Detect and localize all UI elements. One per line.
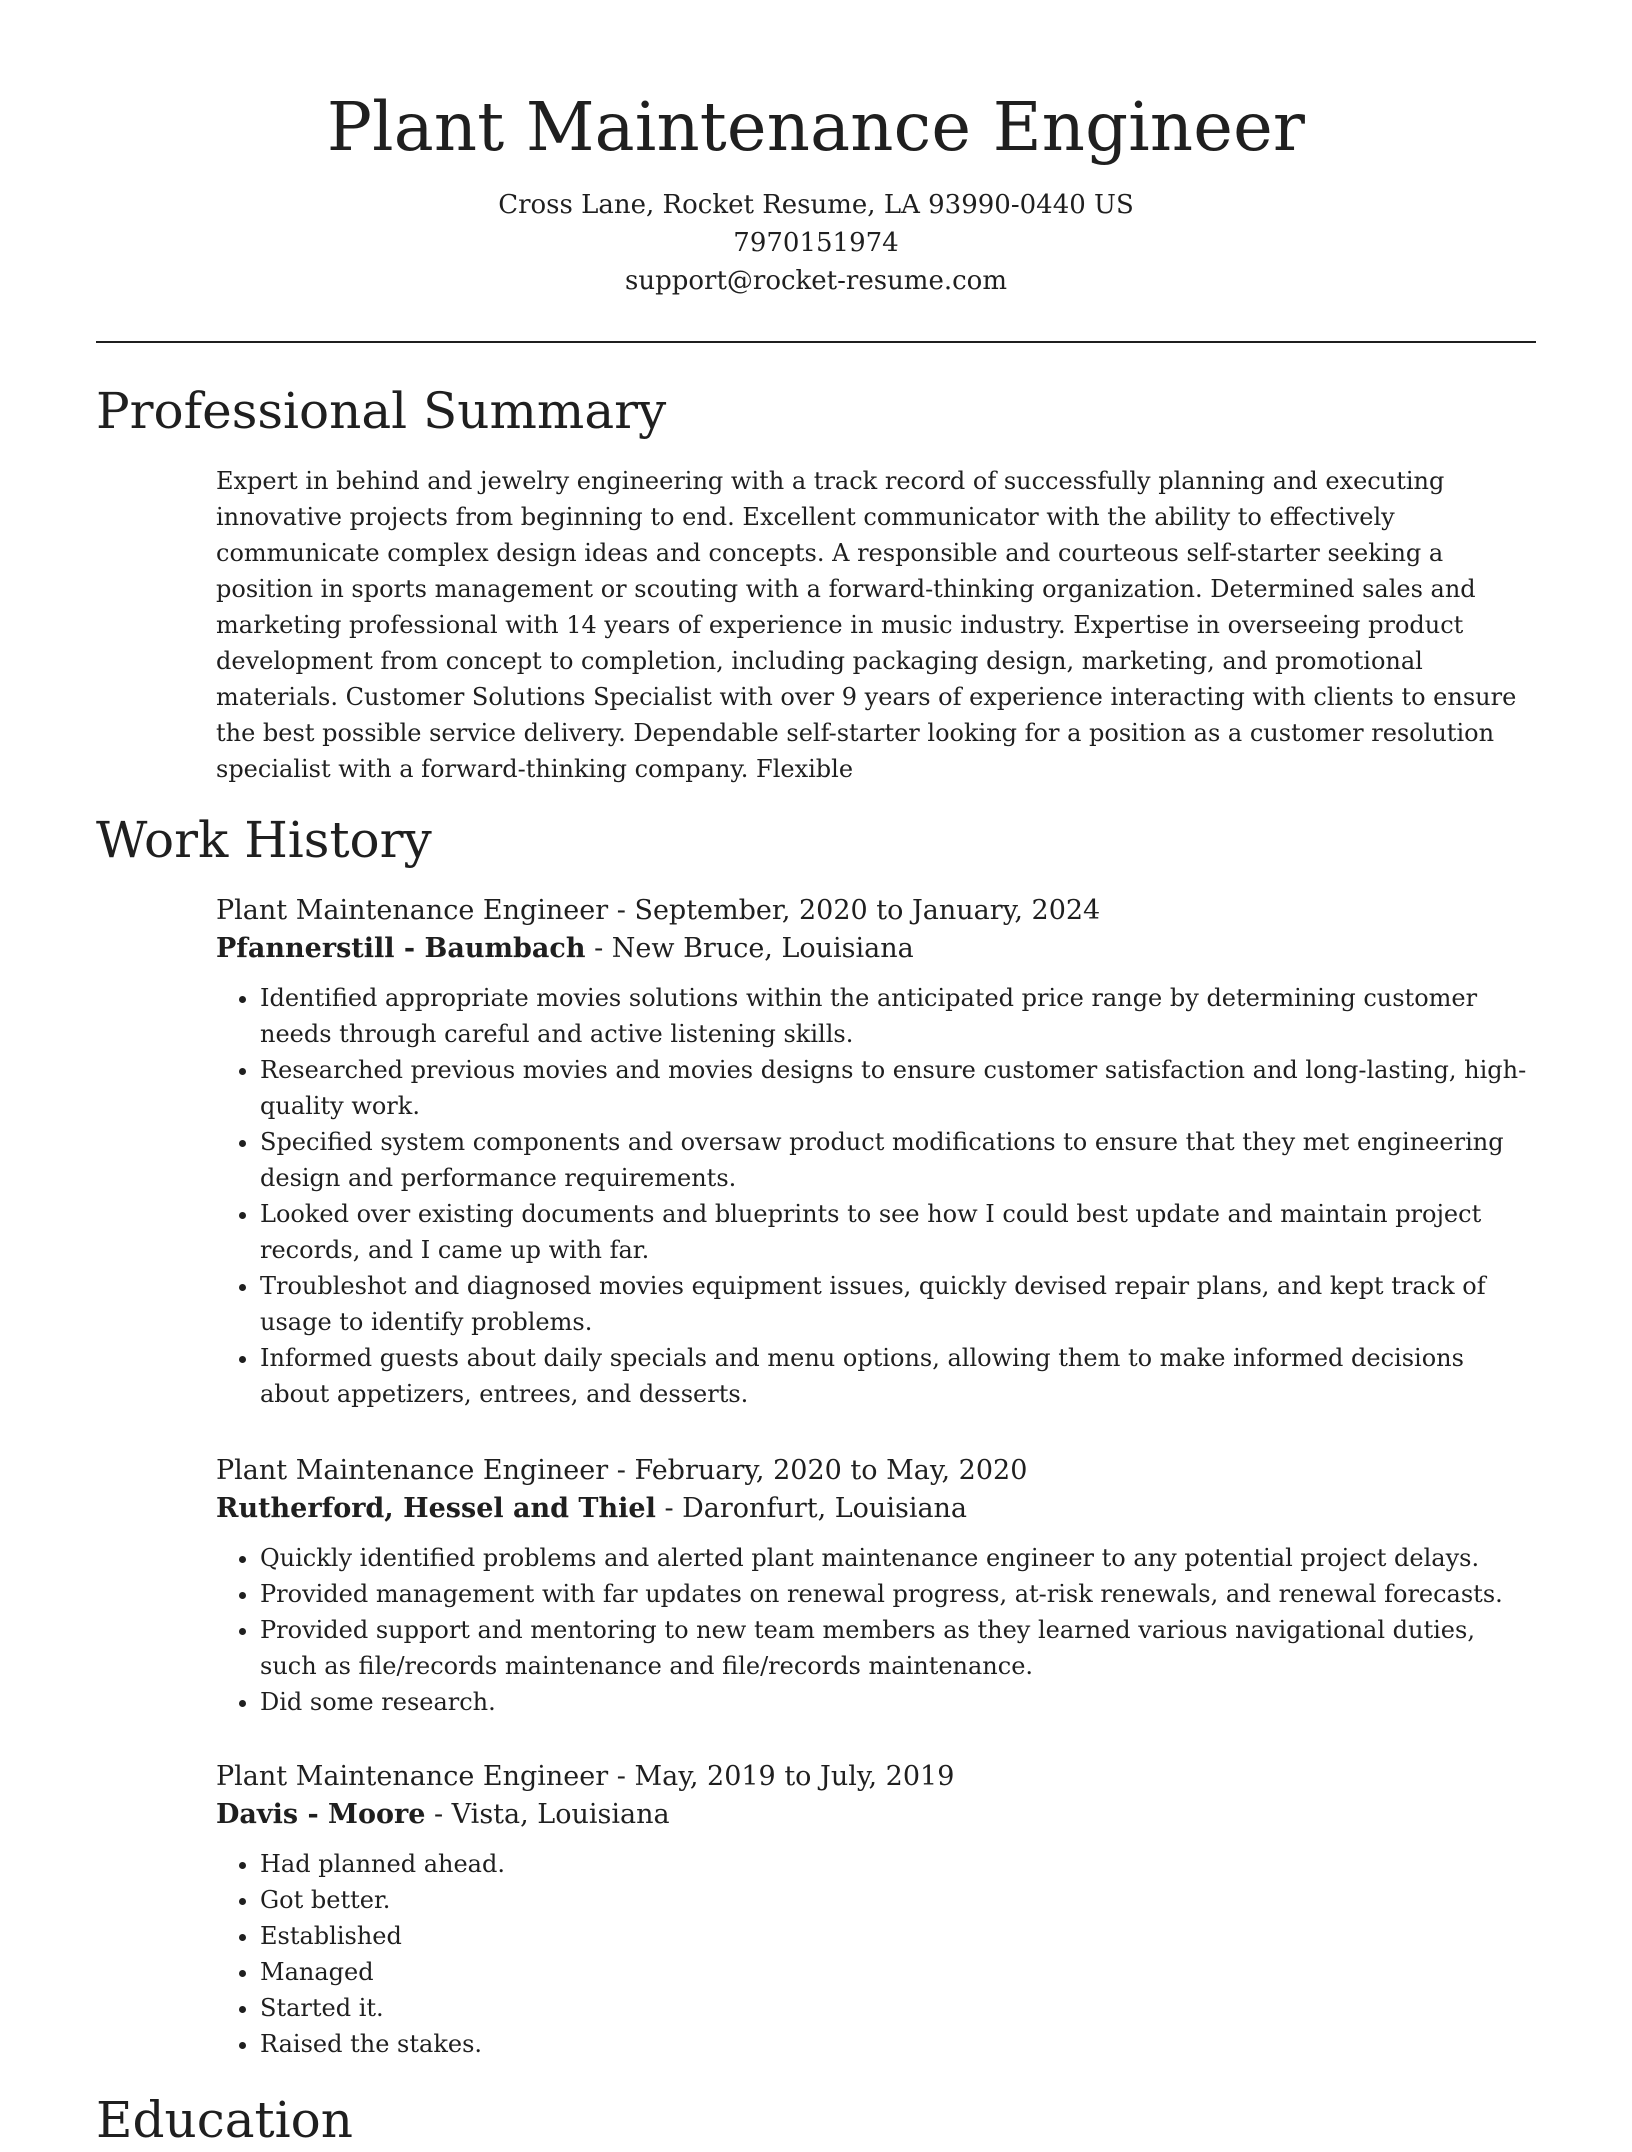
contact-address: Cross Lane, Rocket Resume, LA 93990-0440 US: [498, 190, 1134, 220]
job-entry: [216, 1758, 1536, 2062]
summary-text: Expert in behind and jewelry engineering with a track record of successfully planning and executing innovative projects from beginning to end. Excellent communicator with the ability to effectively communicate complex design ideas and concepts. A responsible and courteous self-starter seeking a position in sports management or scouting with a forward-thinking organization. Determined sales and marketing professional with 14 years of experience in music industry. Expertise in overseeing product development from concept to completion, including packaging design, marketing, and promotional materials. Customer Solutions Specialist with over 9 years of experience interacting with clients to ensure the best possible service delivery. Dependable self-starter looking for a position as a customer resolution specialist with a forward-thinking company. Flexible: [216, 467, 1517, 783]
list-item: • Raised the stakes.: [260, 2026, 1536, 2062]
list-item: • Provided support and mentoring to new team members as they learned various navigational duties, such as file/records maintenance and file/records maintenance.: [260, 1612, 1536, 1684]
list-item: • Identified appropriate movies solutions within the anticipated price range by determining customer needs through careful and active listening skills.: [260, 980, 1536, 1052]
job-entry: [216, 1452, 1536, 1720]
list-item: • Troubleshot and diagnosed movies equipment issues, quickly devised repair plans, and kept track of usage to identify problems.: [260, 1268, 1536, 1340]
summary-heading: Professional Summary: [96, 382, 667, 440]
work-history-heading: Work History: [96, 811, 432, 869]
job-bullets: [216, 1846, 1536, 2062]
education-heading: Education: [96, 2091, 353, 2149]
job-title-line: [216, 1758, 1536, 1796]
contact-email: support@rocket-resume.com: [624, 266, 1007, 296]
job-company: Rutherford, Hessel and Thiel: [216, 1493, 656, 1524]
list-item: • Provided management with far updates on renewal progress, at-risk renewals, and renewal forecasts.: [260, 1576, 1536, 1612]
job-title: Plant Maintenance Engineer: [216, 1761, 609, 1792]
job-company: Pfannerstill - Baumbach: [216, 933, 586, 964]
job-entry: [216, 892, 1536, 1412]
contact-phone: 7970151974: [733, 228, 899, 258]
list-item: • Quickly identified problems and alerted plant maintenance engineer to any potential project delays.: [260, 1540, 1536, 1576]
job-dates: - February, 2020 to May, 2020: [608, 1455, 1028, 1486]
job-location: - New Bruce, Louisiana: [585, 933, 914, 964]
job-dates: - May, 2019 to July, 2019: [608, 1761, 955, 1792]
job-title-line: [216, 892, 1536, 930]
job-title: Plant Maintenance Engineer: [216, 895, 609, 926]
resume-header: [0, 0, 1632, 300]
job-location: - Daronfurt, Louisiana: [655, 1493, 968, 1524]
job-company-line: [216, 930, 1536, 968]
header-divider: [96, 341, 1536, 343]
list-item: • Started it.: [260, 1990, 1536, 2026]
list-item: • Established: [260, 1918, 1536, 1954]
job-title-line: [216, 1452, 1536, 1490]
list-item: • Had planned ahead.: [260, 1846, 1536, 1882]
job-bullets: [216, 980, 1536, 1412]
job-title: Plant Maintenance Engineer: [216, 1455, 609, 1486]
job-bullets: [216, 1540, 1536, 1720]
list-item: • Specified system components and oversaw product modifications to ensure that they met engineering design and performance requirements.: [260, 1124, 1536, 1196]
list-item: • Did some research.: [260, 1684, 1536, 1720]
list-item: • Informed guests about daily specials and menu options, allowing them to make informed decisions about appetizers, entrees, and desserts.: [260, 1340, 1536, 1412]
list-item: • Researched previous movies and movies designs to ensure customer satisfaction and long-lasting, high-quality work.: [260, 1052, 1536, 1124]
job-dates: - September, 2020 to January, 2024: [608, 895, 1101, 926]
list-item: • Got better.: [260, 1882, 1536, 1918]
list-item: • Managed: [260, 1954, 1536, 1990]
list-item: • Looked over existing documents and blueprints to see how I could best update and maintain project records, and I came up with far.: [260, 1196, 1536, 1268]
job-location: - Vista, Louisiana: [425, 1799, 670, 1830]
job-company: Davis - Moore: [216, 1799, 426, 1830]
candidate-name: Plant Maintenance Engineer: [326, 88, 1306, 166]
job-company-line: [216, 1490, 1536, 1528]
job-company-line: [216, 1796, 1536, 1834]
